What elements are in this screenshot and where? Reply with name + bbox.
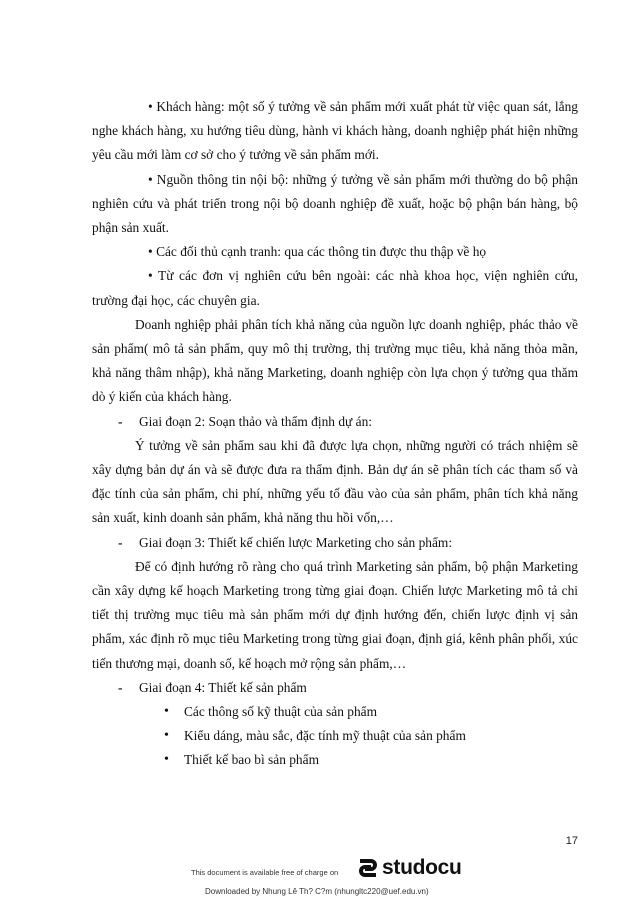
stage-heading-text: Giai đoạn 3: Thiết kế chiến lược Marketing cho sản phẩm: <box>139 534 453 550</box>
sub-bullet-text: Các thông số kỹ thuật của sản phẩm <box>184 704 378 720</box>
paragraph-text: Từ các đơn vị nghiên cứu bên ngoài: các nhà khoa học, viện nghiên cứu, trường đại học, các chuyên gia. <box>92 268 578 308</box>
paragraph-text: Khách hàng: một số ý tưởng về sản phẩm mới xuất phát từ việc quan sát, lắng nghe khách hàng, xu hướng tiêu dùng, hành vi khách hàng, doanh nghiệp phát hiện những yêu cầu mới làm cơ sở cho ý tưởng về sản phẩm mới. <box>92 99 578 163</box>
stage-heading-text: Giai đoạn 4: Thiết kế sản phẩm <box>139 679 307 695</box>
download-note: Downloaded by Nhung Lê Th? C?m (nhungltc220@uef.edu.vn) <box>205 887 429 896</box>
sub-bullet-item <box>92 700 578 724</box>
bullet-dot-icon: • <box>148 99 153 114</box>
studocu-logo-icon <box>356 856 380 880</box>
bullet-paragraph <box>92 95 578 168</box>
paragraph-text: Các đối thủ cạnh tranh: qua các thông tin được thu thập về họ <box>156 244 487 260</box>
bullet-dot-icon: • <box>164 728 169 744</box>
paragraph-text: Nguồn thông tin nội bộ: những ý tưởng về sản phẩm mới thường do bộ phận nghiên cứu và phát triển trong nội bộ doanh nghiệp đề xuất, hoặc bộ phận bán hàng, bộ phận sản xuất. <box>92 171 578 236</box>
sub-bullet-item <box>92 724 578 748</box>
studocu-wordmark: studocu <box>382 856 462 879</box>
bullet-paragraph <box>92 264 578 312</box>
dash-bullet-icon: - <box>118 534 123 550</box>
bullet-paragraph <box>92 240 578 264</box>
stage-heading <box>92 410 578 434</box>
paragraph-text: Doanh nghiệp phải phân tích khả năng của nguồn lực doanh nghiệp, phác thảo về sản phẩm( mô tả sản phẩm, quy mô thị trường, thị trường mục tiêu, khả năng thỏa mãn, khả năng thâm nhập), khả năng Marketing, doanh nghiệp còn lựa chọn ý tưởng qua thăm dò ý kiến của khách hàng. <box>92 316 578 405</box>
stage-heading-text: Giai đoạn 2: Soạn thảo và thẩm định dự án: <box>139 413 372 429</box>
paragraph-text: Để có định hướng rõ ràng cho quá trình Marketing sản phẩm, bộ phận Marketing cần xây dựng kế hoạch Marketing trong từng giai đoạn. Chiến lược Marketing mô tả chi tiết thị trường mục tiêu mà sản phẩm mới dự định hướng đến, chiến lược định vị sản phẩm, xác định rõ mục tiêu Marketing trong từng giai đoạn, định giá, kênh phân phối, xúc tiến thương mại, doanh số, kế hoạch mở rộng sản phẩm,… <box>92 558 578 671</box>
studocu-logo[interactable] <box>356 856 462 880</box>
paragraph-text: Ý tưởng về sản phẩm sau khi đã được lựa chọn, những người có trách nhiệm sẽ xây dựng bản dự án và sẽ được đưa ra thẩm định. Bản dự án sẽ phân tích các tham số và đặc tính của sản phẩm, chi phí, những yếu tố đầu vào của sản phẩm, phân tích khả năng sản xuất, kinh doanh sản phẩm, khả năng thu hồi vốn,… <box>92 437 578 526</box>
bullet-dot-icon: • <box>148 171 153 187</box>
sub-bullet-text: Thiết kế bao bì sản phẩm <box>184 752 319 768</box>
sub-bullet-text: Kiểu dáng, màu sắc, đặc tính mỹ thuật của sản phẩm <box>184 728 466 744</box>
dash-bullet-icon: - <box>118 679 123 695</box>
body-paragraph <box>92 555 578 676</box>
bullet-dot-icon: • <box>148 244 153 260</box>
body-paragraph <box>92 313 578 410</box>
body-paragraph <box>92 434 578 531</box>
page-number: 17 <box>565 835 578 847</box>
dash-bullet-icon: - <box>118 413 123 429</box>
bullet-dot-icon: • <box>164 752 169 768</box>
stage-heading <box>92 531 578 555</box>
bullet-dot-icon: • <box>164 704 169 720</box>
bullet-paragraph <box>92 168 578 241</box>
document-body <box>92 95 578 773</box>
stage-heading <box>92 676 578 700</box>
bullet-dot-icon: • <box>148 268 153 284</box>
sub-bullet-item <box>92 748 578 772</box>
availability-note: This document is available free of charge on <box>191 868 339 877</box>
